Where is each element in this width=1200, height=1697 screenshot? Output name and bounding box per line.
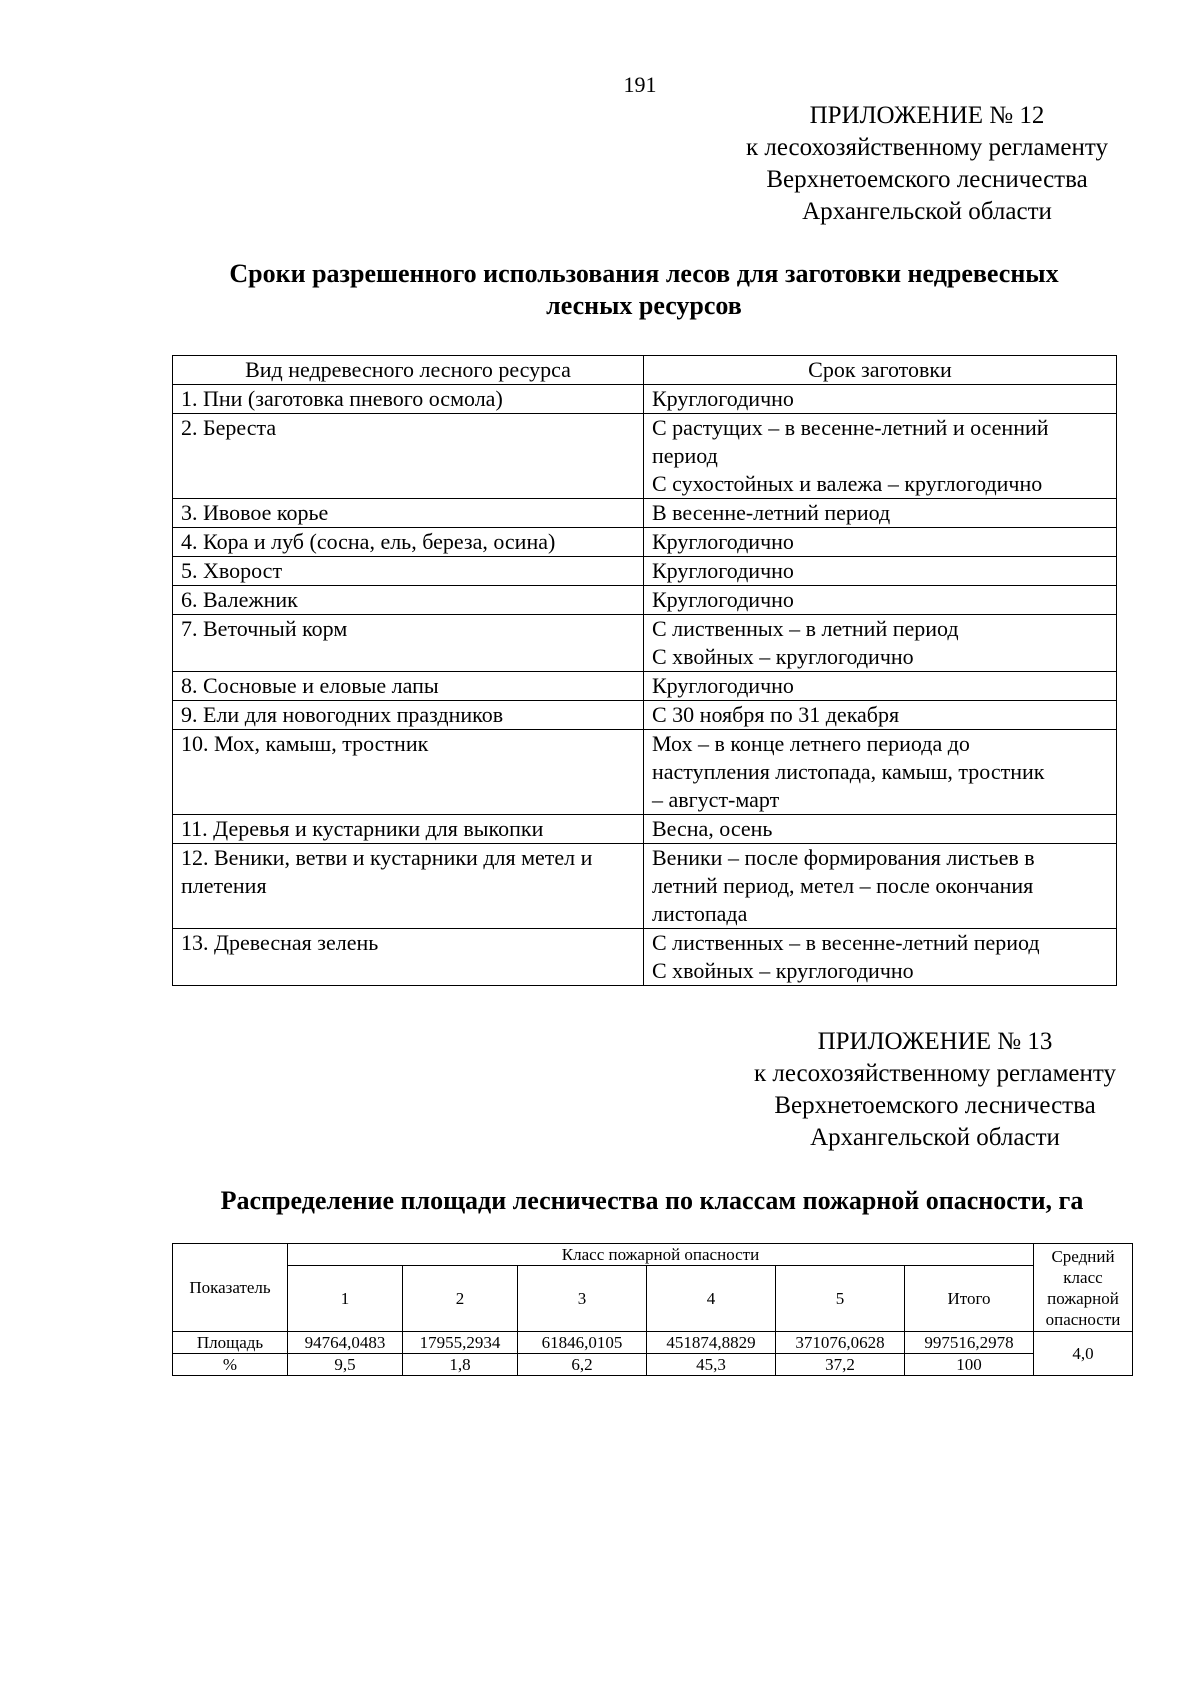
table-row [173,557,1117,586]
appendix-12-title-line1: Сроки разрешенного использования лесов для заготовки недревесных [229,259,1059,288]
value-cell: 9,5 [288,1354,403,1376]
class-column-header: 3 [518,1266,647,1332]
value-cell: 451874,8829 [647,1332,776,1354]
resource-cell: 10. Мох, камыш, тростник [173,730,644,815]
value-cell: 371076,0628 [776,1332,905,1354]
table-row [173,672,1117,701]
fire-danger-class-table [172,1243,1133,1376]
appendix-13-subtitle: к лесохозяйственному регламенту [753,1060,1117,1087]
class-column-header: 2 [403,1266,518,1332]
average-class-header-line: класс [1063,1267,1103,1287]
average-class-header [1034,1244,1133,1332]
term-column-header: Срок заготовки [644,356,1117,385]
table-row [173,615,1117,672]
term-cell [644,557,1117,586]
appendix-12-title [172,258,1116,322]
value-cell: 6,2 [518,1354,647,1376]
table-header-row [173,356,1117,385]
appendix-12-forestry: Верхнетоемского лесничества [766,166,1088,193]
indicator-header: Показатель [173,1244,288,1332]
term-line: С лиственных – в весенне-летний период [652,930,1040,955]
table-row [173,385,1117,414]
table-row [173,730,1117,815]
term-line: Круглогодично [652,558,794,583]
appendix-13-number: ПРИЛОЖЕНИЕ № 13 [817,1028,1053,1055]
average-class-header-line: Средний [1051,1246,1115,1266]
value-cell: 100 [905,1354,1034,1376]
term-line: Круглогодично [652,673,794,698]
indicator-cell: Площадь [173,1332,288,1354]
term-line: С хвойных – круглогодично [652,644,914,669]
term-line: С хвойных – круглогодично [652,958,914,983]
term-cell [644,615,1117,672]
resource-cell: 12. Веники, ветви и кустарники для метел и плетения [173,844,644,929]
table-row [173,1354,1133,1376]
table-row [173,929,1117,986]
appendix-13-forestry: Верхнетоемского лесничества [774,1092,1096,1119]
resource-cell: 8. Сосновые и еловые лапы [173,672,644,701]
term-line: Мох – в конце летнего периода до [652,731,970,756]
term-line: С 30 ноября по 31 декабря [652,702,900,727]
resource-cell: 1. Пни (заготовка пневого осмола) [173,385,644,414]
term-line: период [652,443,718,468]
class-column-header: 4 [647,1266,776,1332]
term-cell [644,414,1117,499]
term-cell [644,586,1117,615]
value-cell: 45,3 [647,1354,776,1376]
class-column-header: 1 [288,1266,403,1332]
fire-class-group-header: Класс пожарной опасности [288,1244,1034,1266]
indicator-cell: % [173,1354,288,1376]
term-cell [644,499,1117,528]
class-column-header: Итого [905,1266,1034,1332]
appendix-13-region: Архангельской области [810,1124,1060,1151]
term-line: Круглогодично [652,529,794,554]
term-line: С лиственных – в летний период [652,616,959,641]
class-column-header: 5 [776,1266,905,1332]
term-cell [644,385,1117,414]
resource-cell: 13. Древесная зелень [173,929,644,986]
appendix-13-title: Распределение площади лесничества по классам пожарной опасности, га [220,1186,1084,1215]
value-cell: 94764,0483 [288,1332,403,1354]
term-cell [644,672,1117,701]
table-header-row [173,1244,1133,1266]
table-row [173,528,1117,557]
appendix-12-region: Архангельской области [802,198,1052,225]
term-cell [644,701,1117,730]
average-class-header-line: пожарной [1047,1288,1119,1308]
table-row [173,701,1117,730]
resource-cell: 5. Хворост [173,557,644,586]
value-cell: 997516,2978 [905,1332,1034,1354]
term-line: Весна, осень [652,816,773,841]
average-class-value: 4,0 [1034,1332,1133,1376]
term-line: С сухостойных и валежа – круглогодично [652,471,1043,496]
term-cell [644,929,1117,986]
resource-cell: 3. Ивовое корье [173,499,644,528]
non-timber-resources-table [172,355,1117,986]
term-line: листопада [652,901,748,926]
appendix-13-header [700,1026,1170,1154]
table-body [173,1332,1133,1376]
value-cell: 37,2 [776,1354,905,1376]
appendix-12-title-line2: лесных ресурсов [546,291,742,320]
class-numbers-row [173,1266,1133,1332]
term-cell [644,528,1117,557]
table-row [173,815,1117,844]
term-line: В весенне-летний период [652,500,891,525]
resource-cell: 4. Кора и луб (сосна, ель, береза, осина) [173,528,644,557]
term-line: Веники – после формирования листьев в [652,845,1035,870]
table-body [173,385,1117,986]
term-cell [644,815,1117,844]
resource-cell: 11. Деревья и кустарники для выкопки [173,815,644,844]
term-cell [644,844,1117,929]
term-line: летний период, метел – после окончания [652,873,1034,898]
table-row [173,844,1117,929]
resource-cell: 7. Веточный корм [173,615,644,672]
resource-cell: 9. Ели для новогодних праздников [173,701,644,730]
term-line: – август-март [652,787,780,812]
appendix-12-header [692,100,1162,228]
appendix-12-subtitle: к лесохозяйственному регламенту [745,134,1109,161]
page-number: 191 [623,72,657,97]
value-cell: 1,8 [403,1354,518,1376]
table-row [173,1332,1133,1354]
term-cell [644,730,1117,815]
table-row [173,414,1117,499]
term-line: наступления листопада, камыш, тростник [652,759,1045,784]
value-cell: 17955,2934 [403,1332,518,1354]
resource-cell: 2. Береста [173,414,644,499]
table-row [173,586,1117,615]
average-class-header-line: опасности [1045,1309,1121,1329]
value-cell: 61846,0105 [518,1332,647,1354]
table-row [173,499,1117,528]
term-line: Круглогодично [652,587,794,612]
term-line: С растущих – в весенне-летний и осенний [652,415,1049,440]
resource-column-header: Вид недревесного лесного ресурса [173,356,644,385]
appendix-12-number: ПРИЛОЖЕНИЕ № 12 [809,102,1045,129]
resource-cell: 6. Валежник [173,586,644,615]
term-line: Круглогодично [652,386,794,411]
